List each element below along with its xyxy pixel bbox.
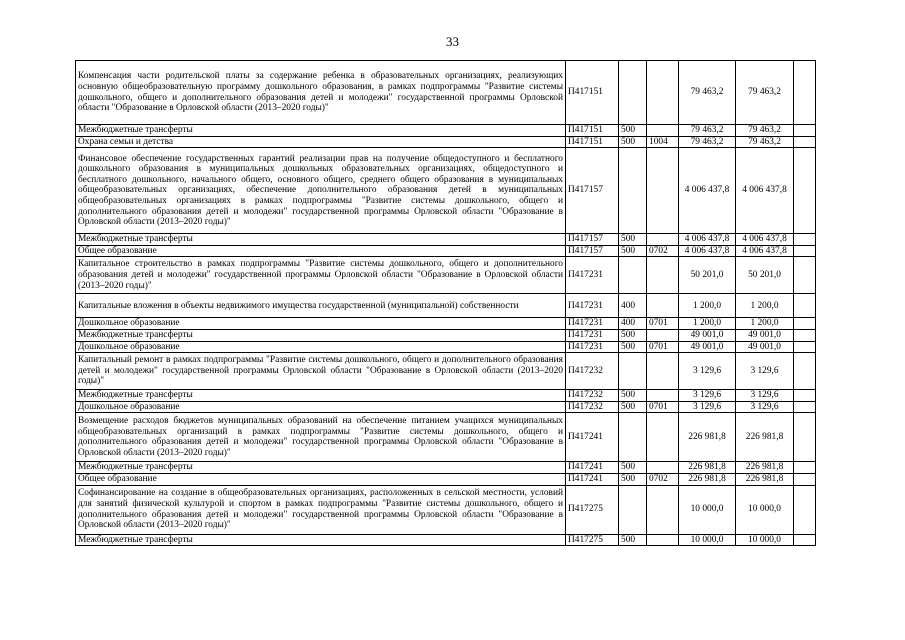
row-expense-type: 500 (619, 341, 647, 353)
table-row (76, 245, 816, 257)
row-target-code: П417231 (566, 329, 619, 341)
row-section-code (647, 329, 679, 341)
row-target-code: П417157 (566, 148, 619, 234)
budget-table (75, 60, 816, 546)
table-body (76, 61, 816, 546)
row-section-code: 0702 (647, 245, 679, 257)
row-target-code: П417232 (566, 390, 619, 402)
row-amount-1: 79 463,2 (679, 125, 736, 137)
row-name: Дошкольное образование (76, 401, 566, 413)
row-empty-cell (794, 329, 816, 341)
row-name: Дошкольное образование (76, 341, 566, 353)
row-name: Межбюджетные трансферты (76, 534, 566, 546)
row-target-code: П417241 (566, 462, 619, 474)
row-name: Софинансирование на создание в общеобразовательных организациях, расположенных в сельской местности, условий для занятий физической культурой и спортом в рамках подпрограммы "Развитие системы дошкольного, общего и дополнительного образования детей и молодежи" государственной программы Орловской области "Образование в Орловской области (2013–2020 годы)" (76, 485, 566, 534)
row-expense-type: 500 (619, 473, 647, 485)
row-target-code: П417275 (566, 485, 619, 534)
row-amount-2: 10 000,0 (736, 534, 794, 546)
row-amount-1: 226 981,8 (679, 462, 736, 474)
row-amount-2: 226 981,8 (736, 473, 794, 485)
row-empty-cell (794, 234, 816, 246)
row-target-code: П417275 (566, 534, 619, 546)
row-section-code: 1004 (647, 136, 679, 148)
row-target-code: П417151 (566, 61, 619, 125)
table-row (76, 136, 816, 148)
row-name: Межбюджетные трансферты (76, 125, 566, 137)
row-amount-1: 4 006 437,8 (679, 148, 736, 234)
row-amount-2: 3 129,6 (736, 401, 794, 413)
row-expense-type: 500 (619, 462, 647, 474)
table-row (76, 234, 816, 246)
row-empty-cell (794, 390, 816, 402)
row-name: Капитальные вложения в объекты недвижимого имущества государственной (муниципальной) собственности (76, 294, 566, 318)
table-row (76, 125, 816, 137)
row-expense-type: 500 (619, 245, 647, 257)
table-row (76, 473, 816, 485)
table-row (76, 534, 816, 546)
row-name: Охрана семьи и детства (76, 136, 566, 148)
table-row (76, 462, 816, 474)
table-row (76, 353, 816, 390)
row-expense-type: 500 (619, 234, 647, 246)
row-empty-cell (794, 485, 816, 534)
row-expense-type: 500 (619, 136, 647, 148)
row-empty-cell (794, 136, 816, 148)
row-expense-type: 500 (619, 401, 647, 413)
row-empty-cell (794, 353, 816, 390)
row-amount-2: 3 129,6 (736, 390, 794, 402)
row-amount-1: 3 129,6 (679, 390, 736, 402)
row-empty-cell (794, 245, 816, 257)
row-target-code: П417231 (566, 318, 619, 330)
row-expense-type (619, 61, 647, 125)
row-empty-cell (794, 257, 816, 294)
row-amount-2: 79 463,2 (736, 136, 794, 148)
row-section-code (647, 462, 679, 474)
row-target-code: П417151 (566, 136, 619, 148)
row-section-code: 0701 (647, 318, 679, 330)
table-row (76, 329, 816, 341)
row-amount-1: 49 001,0 (679, 329, 736, 341)
row-empty-cell (794, 341, 816, 353)
row-target-code: П417231 (566, 257, 619, 294)
row-empty-cell (794, 148, 816, 234)
row-amount-1: 49 001,0 (679, 341, 736, 353)
row-amount-1: 3 129,6 (679, 353, 736, 390)
row-empty-cell (794, 401, 816, 413)
row-amount-1: 4 006 437,8 (679, 234, 736, 246)
row-amount-1: 3 129,6 (679, 401, 736, 413)
row-amount-1: 1 200,0 (679, 294, 736, 318)
row-section-code (647, 148, 679, 234)
row-expense-type: 400 (619, 318, 647, 330)
row-section-code (647, 234, 679, 246)
row-section-code (647, 125, 679, 137)
table-row (76, 401, 816, 413)
row-name: Межбюджетные трансферты (76, 390, 566, 402)
row-amount-1: 4 006 437,8 (679, 245, 736, 257)
row-amount-1: 50 201,0 (679, 257, 736, 294)
row-name: Финансовое обеспечение государственных гарантий реализации прав на получение общедоступного и бесплатного дошкольного образования в муниципальных дошкольных образовательных организациях, общедоступного и бесплатного дошкольного, начального общего, основного общего, среднего общего образования в муниципальных общеобразовательных организациях, обеспечение дополнительного образования детей в муниципальных общеобразовательных организациях в рамках подпрограммы "Развитие системы дошкольного, общего и дополнительного образования детей и молодежи" государственной программы Орловской области "Образование в Орловской области (2013–2020 годы)" (76, 148, 566, 234)
row-amount-1: 1 200,0 (679, 318, 736, 330)
table-row (76, 148, 816, 234)
row-empty-cell (794, 473, 816, 485)
row-empty-cell (794, 125, 816, 137)
row-amount-2: 1 200,0 (736, 318, 794, 330)
row-name: Капитальное строительство в рамках подпрограммы "Развитие системы дошкольного, общего и дополнительного образования детей и молодежи" государственной программы Орловской области "Образование в Орловской области (2013–2020 годы)" (76, 257, 566, 294)
row-amount-1: 79 463,2 (679, 136, 736, 148)
row-amount-2: 4 006 437,8 (736, 245, 794, 257)
row-section-code (647, 413, 679, 462)
table-row (76, 341, 816, 353)
row-name: Межбюджетные трансферты (76, 234, 566, 246)
row-name: Межбюджетные трансферты (76, 462, 566, 474)
row-empty-cell (794, 61, 816, 125)
row-section-code (647, 61, 679, 125)
row-expense-type: 500 (619, 125, 647, 137)
row-target-code: П417241 (566, 413, 619, 462)
row-expense-type: 400 (619, 294, 647, 318)
row-amount-2: 79 463,2 (736, 61, 794, 125)
row-name: Компенсация части родительской платы за содержание ребенка в образовательных организациях, реализующих основную общеобразовательную программу дошкольного образования, в рамках подпрограммы "Развитие системы дошкольного, общего и дополнительного образования детей и молодежи" государственной программы Орловской области "Образование в Орловской области (2013–2020 годы)" (76, 61, 566, 125)
row-empty-cell (794, 413, 816, 462)
row-name: Дошкольное образование (76, 318, 566, 330)
row-amount-1: 226 981,8 (679, 413, 736, 462)
row-target-code: П417157 (566, 234, 619, 246)
row-name: Возмещение расходов бюджетов муниципальных образований на обеспечение питанием учащихся муниципальных общеобразовательных организаций в рамках подпрограммы "Развитие системы дошкольного, общего и дополнительного образования детей и молодежи" государственной программы Орловской области "Образование в Орловской области (2013–2020 годы)" (76, 413, 566, 462)
row-amount-2: 49 001,0 (736, 329, 794, 341)
row-amount-2: 226 981,8 (736, 413, 794, 462)
row-empty-cell (794, 318, 816, 330)
row-section-code (647, 353, 679, 390)
row-target-code: П417157 (566, 245, 619, 257)
row-section-code: 0701 (647, 341, 679, 353)
row-section-code: 0701 (647, 401, 679, 413)
row-amount-2: 4 006 437,8 (736, 234, 794, 246)
row-target-code: П417232 (566, 353, 619, 390)
row-target-code: П417241 (566, 473, 619, 485)
row-amount-1: 226 981,8 (679, 473, 736, 485)
row-amount-2: 79 463,2 (736, 125, 794, 137)
row-expense-type (619, 413, 647, 462)
table-row (76, 257, 816, 294)
row-expense-type (619, 257, 647, 294)
row-amount-1: 79 463,2 (679, 61, 736, 125)
table-row (76, 61, 816, 125)
row-amount-1: 10 000,0 (679, 485, 736, 534)
row-empty-cell (794, 462, 816, 474)
row-expense-type (619, 353, 647, 390)
row-expense-type (619, 148, 647, 234)
row-amount-2: 1 200,0 (736, 294, 794, 318)
row-name: Общее образование (76, 473, 566, 485)
row-amount-2: 50 201,0 (736, 257, 794, 294)
page-number: 33 (446, 34, 459, 49)
table-row (76, 485, 816, 534)
row-expense-type: 500 (619, 390, 647, 402)
row-empty-cell (794, 294, 816, 318)
row-amount-1: 10 000,0 (679, 534, 736, 546)
row-target-code: П417231 (566, 294, 619, 318)
row-section-code: 0702 (647, 473, 679, 485)
row-target-code: П417232 (566, 401, 619, 413)
row-expense-type: 500 (619, 534, 647, 546)
row-section-code (647, 390, 679, 402)
row-expense-type: 500 (619, 329, 647, 341)
row-section-code (647, 257, 679, 294)
row-section-code (647, 294, 679, 318)
table-row (76, 318, 816, 330)
table-row (76, 390, 816, 402)
row-target-code: П417151 (566, 125, 619, 137)
row-name: Капитальный ремонт в рамках подпрограммы "Развитие системы дошкольного, общего и дополнительного образования детей и молодежи" государственной программы Орловской области "Образование в Орловской области (2013–2020 годы)" (76, 353, 566, 390)
row-amount-2: 226 981,8 (736, 462, 794, 474)
row-name: Межбюджетные трансферты (76, 329, 566, 341)
row-name: Общее образование (76, 245, 566, 257)
row-amount-2: 4 006 437,8 (736, 148, 794, 234)
table-row (76, 294, 816, 318)
row-section-code (647, 485, 679, 534)
row-expense-type (619, 485, 647, 534)
row-empty-cell (794, 534, 816, 546)
row-section-code (647, 534, 679, 546)
row-target-code: П417231 (566, 341, 619, 353)
table-row (76, 413, 816, 462)
row-amount-2: 49 001,0 (736, 341, 794, 353)
row-amount-2: 10 000,0 (736, 485, 794, 534)
row-amount-2: 3 129,6 (736, 353, 794, 390)
